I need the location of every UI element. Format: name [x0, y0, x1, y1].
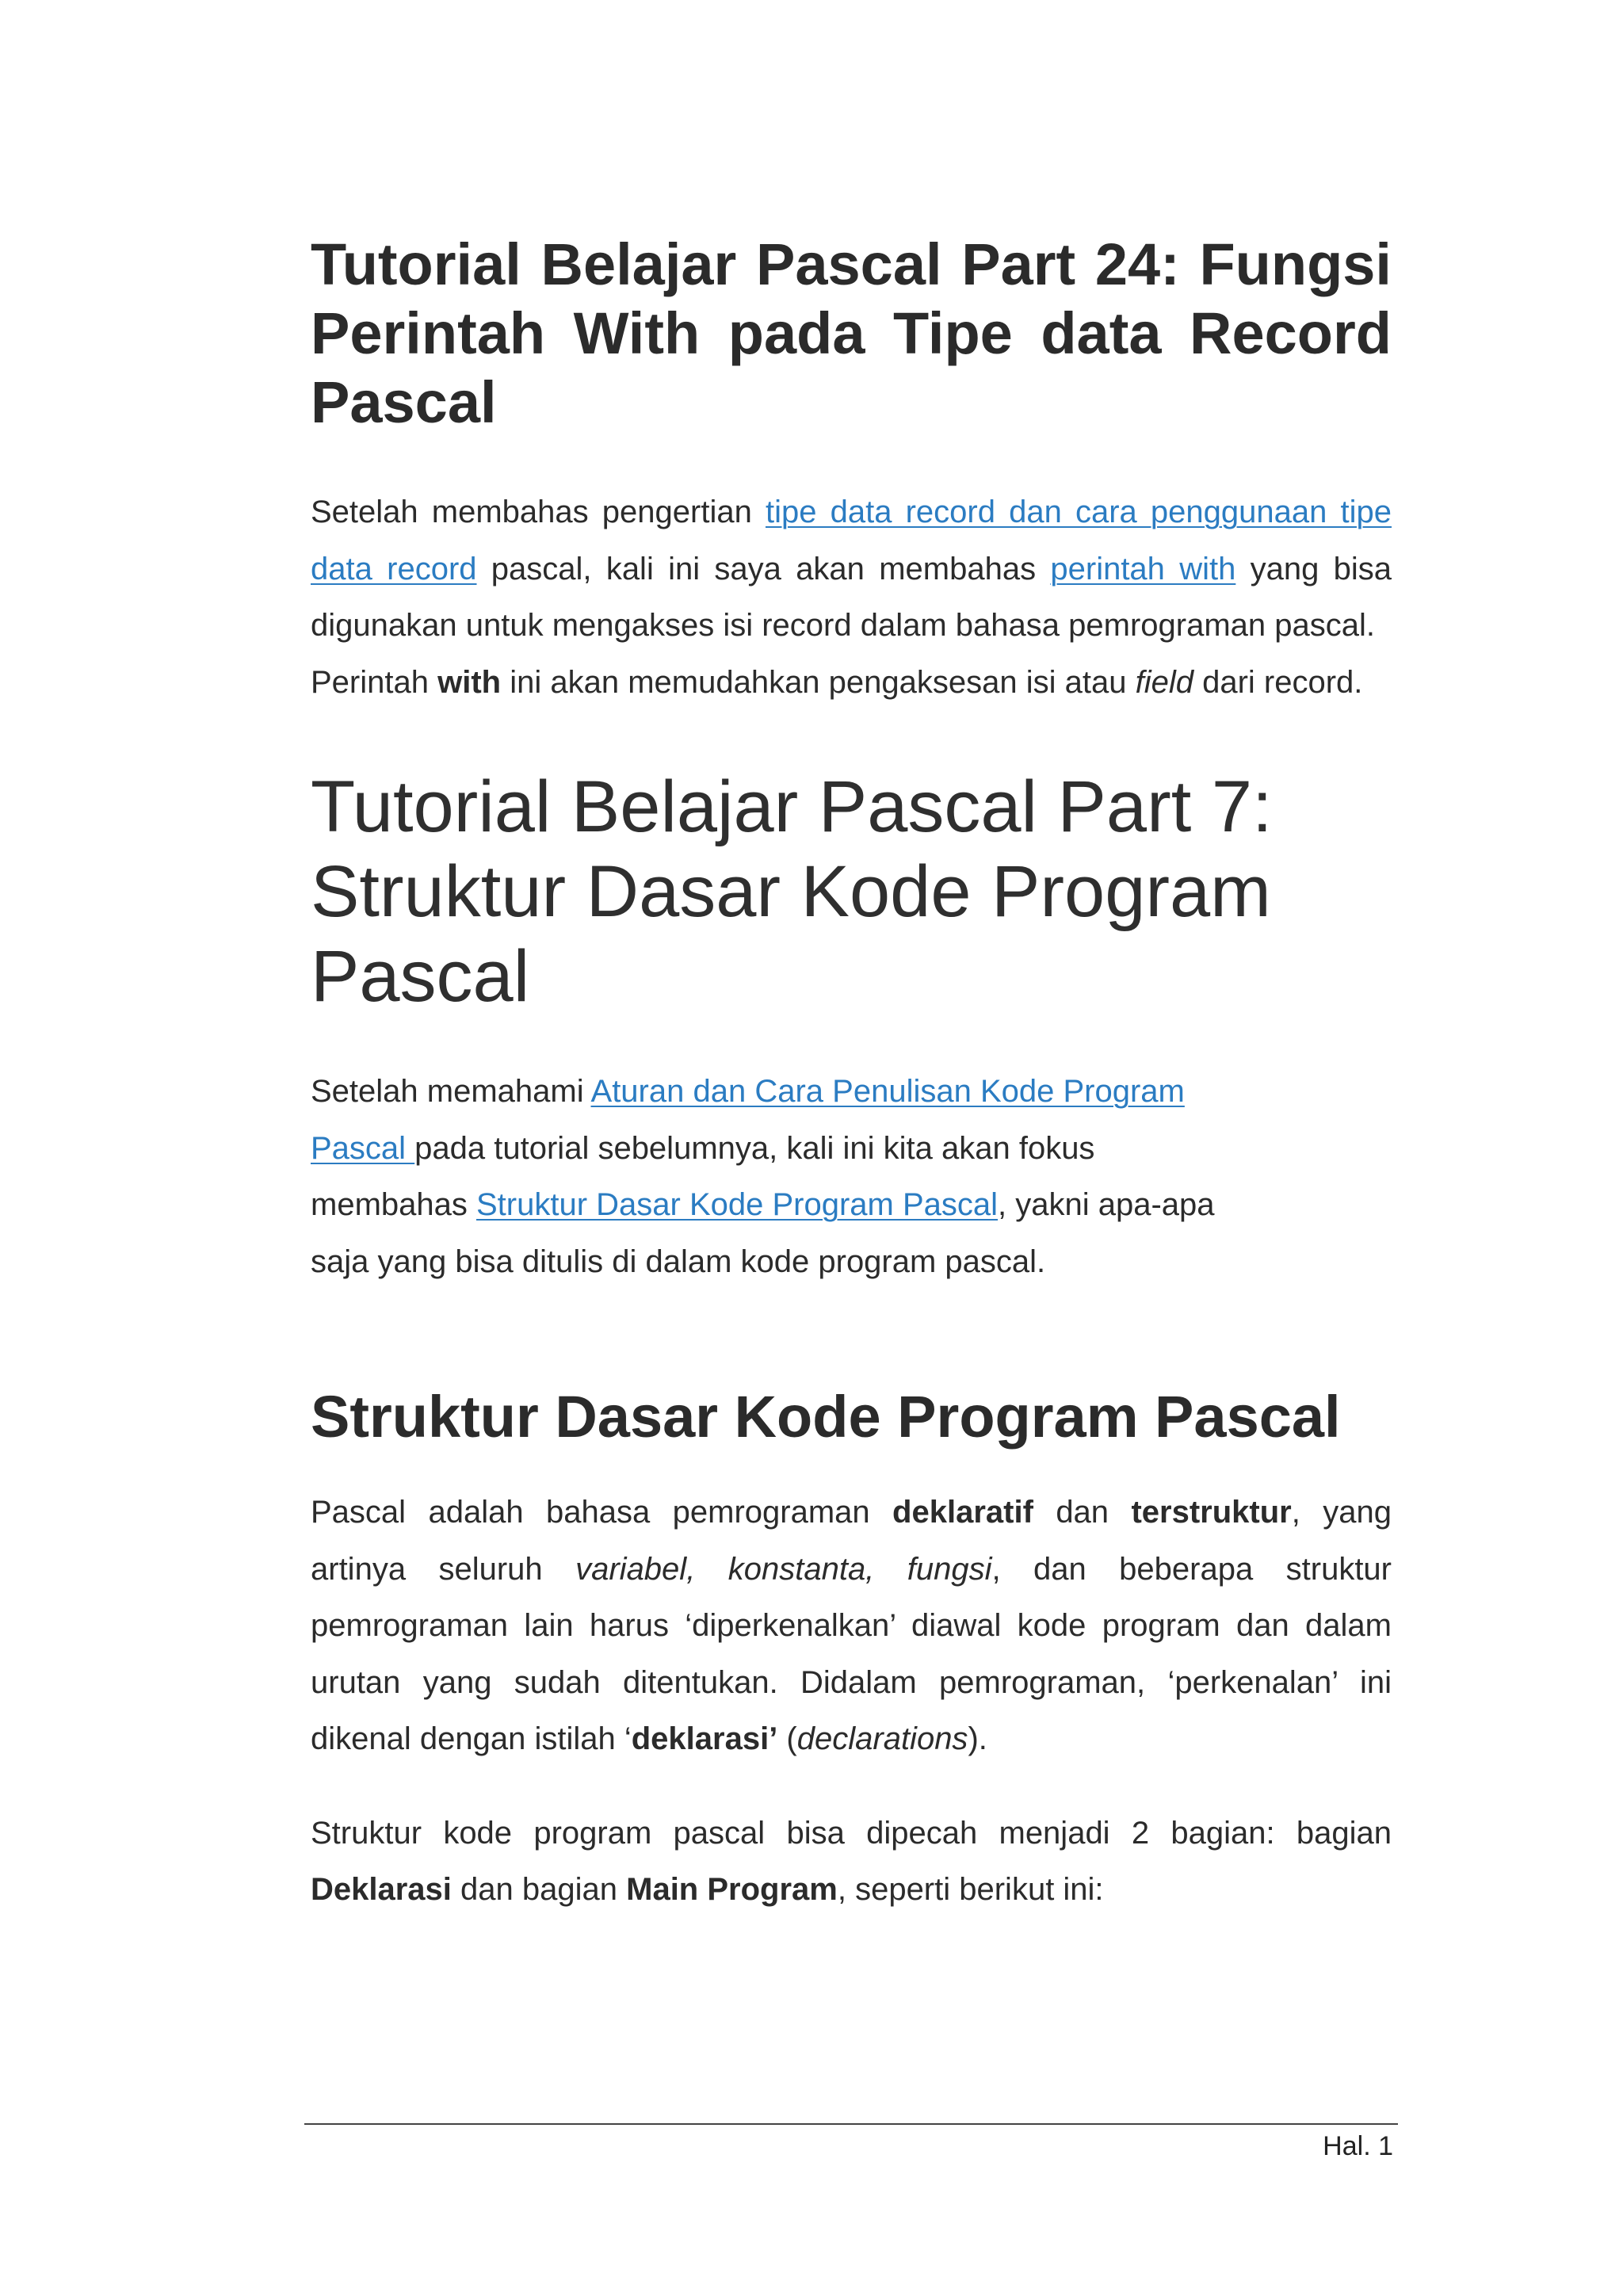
italic-declarations: declarations: [796, 1721, 968, 1756]
text-span: Setelah membahas pengertian: [311, 495, 766, 529]
link-struktur-dasar[interactable]: Struktur Dasar Kode Program Pascal: [475, 1187, 999, 1222]
text-span: Struktur kode program pascal bisa dipecah menjadi 2 bagian: bagian: [311, 1815, 1392, 1851]
text-span: yang bisa digunakan untuk mengakses isi record dalam bahasa pemrograman pascal.: [311, 551, 1392, 643]
document-page: [311, 230, 1392, 1919]
text-span: , yakni apa-apa saja yang bisa ditulis di dalam kode program pascal.: [311, 1187, 1215, 1279]
article-24-paragraph-1: [311, 484, 1392, 655]
bold-deklarasi-bagian: Deklarasi: [311, 1872, 452, 1907]
bold-terstruktur: terstruktur: [1131, 1495, 1292, 1530]
bold-deklaratif: deklaratif: [892, 1495, 1033, 1530]
link-perintah-with[interactable]: perintah with: [1050, 551, 1236, 586]
text-span: , dan beberapa struktur pemrograman lain harus ‘diperkenalkan’ diawal kode program dan dalam urutan yang sudah ditentukan. Didalam pemrograman, ‘perkenalan’ ini dikenal dengan istilah ‘: [311, 1551, 1392, 1756]
text-span: Pascal adalah bahasa pemrograman: [311, 1495, 893, 1530]
text-span: Perintah: [311, 664, 438, 700]
italic-field: field: [1135, 664, 1193, 700]
text-span: ).: [968, 1721, 987, 1756]
article-title-part-24: Tutorial Belajar Pascal Part 24: Fungsi Perintah With pada Tipe data Record Pascal: [311, 231, 1392, 435]
italic-variabel: variabel, konstanta, fungsi: [575, 1551, 992, 1587]
article-24-paragraph-2: [311, 655, 1392, 712]
footer-divider: [304, 2123, 1398, 2125]
section-paragraph-1: [311, 1484, 1392, 1768]
text-span: ini akan memudahkan pengaksesan isi atau: [501, 664, 1136, 700]
bold-deklarasi: deklarasi’: [631, 1721, 778, 1756]
article-title-part-7: Tutorial Belajar Pascal Part 7: Struktur Dasar Kode Program Pascal: [311, 766, 1273, 1017]
text-span: pada tutorial sebelumnya, kali ini kita akan fokus membahas: [311, 1130, 1095, 1222]
text-span: dan: [1033, 1495, 1132, 1530]
section-heading: Struktur Dasar Kode Program Pascal: [311, 1384, 1341, 1450]
text-span: dan bagian: [451, 1872, 627, 1907]
link-tipe-data-record[interactable]: tipe data record dan cara penggunaan tipe data record: [311, 495, 1392, 586]
link-aturan-penulisan[interactable]: Aturan dan Cara Penulisan Kode Program Pascal: [311, 1074, 1185, 1166]
section-paragraph-2: [311, 1805, 1392, 1919]
text-span: , yang artinya seluruh: [311, 1495, 1392, 1587]
text-span: dari record.: [1193, 664, 1363, 700]
article-7-paragraph-1a: [311, 1064, 1392, 1290]
text-span: (: [777, 1721, 797, 1756]
text-span: Setelah memahami: [311, 1074, 591, 1109]
bold-main-program: Main Program: [626, 1872, 838, 1907]
bold-with: with: [437, 664, 502, 700]
text-span: , seperti berikut ini:: [837, 1872, 1104, 1907]
page-number: Hal. 1: [1323, 2131, 1393, 2161]
text-span: pascal, kali ini saya akan membahas: [476, 551, 1051, 586]
